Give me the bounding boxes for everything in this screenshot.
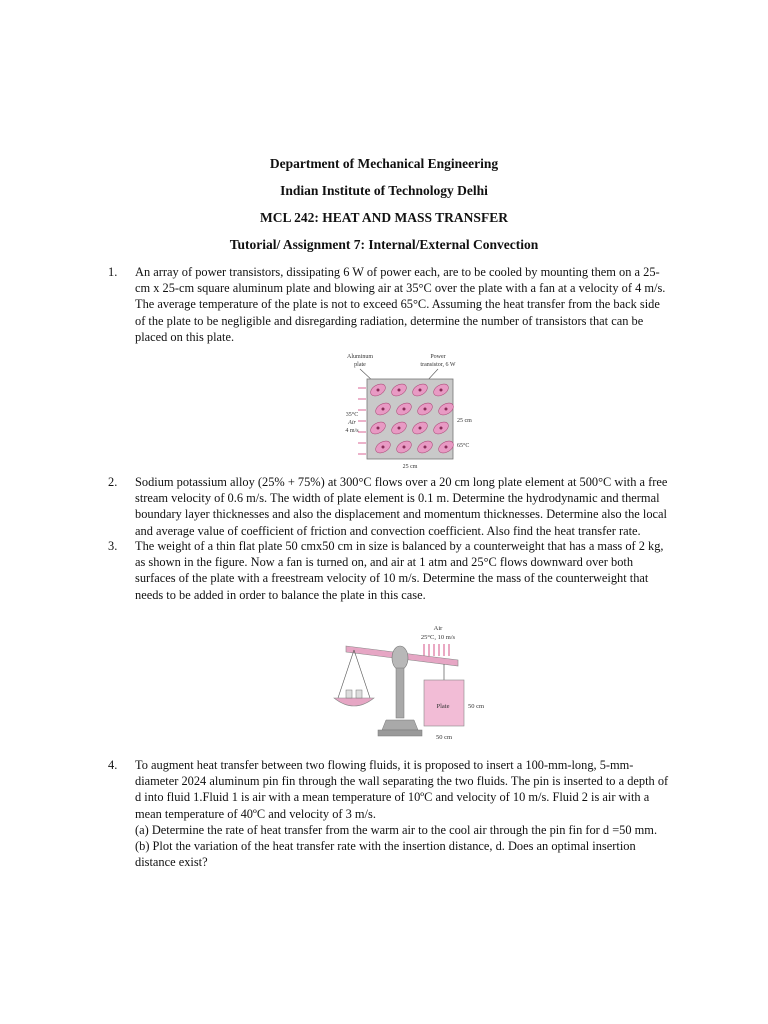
transistor-center bbox=[382, 446, 385, 449]
problem-2 bbox=[108, 474, 672, 539]
counterweight bbox=[356, 690, 362, 698]
transistor-plate-figure bbox=[330, 348, 480, 470]
fig2-air-arrows bbox=[424, 644, 449, 656]
fig2-side-dimension: 50 cm bbox=[468, 703, 485, 710]
institute-heading: Indian Institute of Technology Delhi bbox=[280, 183, 488, 198]
transistor-center bbox=[377, 389, 380, 392]
transistor-center bbox=[445, 446, 448, 449]
transistor-center bbox=[382, 408, 385, 411]
problem-number: 3. bbox=[108, 539, 118, 553]
assignment-heading: Tutorial/ Assignment 7: Internal/External Convection bbox=[229, 237, 539, 252]
problem-part-a: (a) Determine the rate of heat transfer from the warm air to the cool air through the pin fin for d =50 mm. bbox=[135, 822, 658, 837]
problem-text: To augment heat transfer between two flowing fluids, it is proposed to insert a 100-mm-long, 5-mm-diameter 2024 aluminum pin fin through the wall separating the two fluids. The pin is inserted to a depth of d into fluid 1.Fluid 1 is air with a mean temperature of 10ºC and velocity of 10 m/s. Fluid 2 is air with a mean temperature of 40ºC and velocity of 3 m/s. bbox=[135, 758, 669, 821]
fig1-plate-label-2: plate bbox=[354, 362, 366, 368]
fig1-air-velocity: 4 m/s bbox=[345, 428, 359, 434]
transistor-center bbox=[419, 389, 422, 392]
transistor-center bbox=[377, 427, 380, 430]
fig1-transistor-label-2: transistor, 6 W bbox=[420, 362, 456, 368]
department-heading: Department of Mechanical Engineering bbox=[269, 156, 499, 171]
fig1-bottom-dimension: 25 cm bbox=[402, 464, 418, 470]
fig2-bottom-dimension: 50 cm bbox=[435, 734, 453, 741]
transistor-center bbox=[424, 446, 427, 449]
transistor-center bbox=[424, 408, 427, 411]
fig1-air-temp: 35°C bbox=[345, 412, 359, 418]
balance-stand bbox=[396, 668, 404, 718]
fig1-transistor-label-1: Power bbox=[430, 354, 446, 360]
transistor-center bbox=[398, 389, 401, 392]
counterweight-pan bbox=[334, 698, 374, 706]
fig2-air-label: Air bbox=[433, 625, 443, 632]
transistor-center bbox=[403, 446, 406, 449]
problem-text: An array of power transistors, dissipating 6 W of power each, are to be cooled by mounting them on a 25-cm x 25-cm square aluminum plate and blowing air at 35°C over the plate with a fan at a velocity of 4 m/s. The average temperature of the plate is not to exceed 65°C. Assuming the heat transfer from the back side of the plate to be negligible and disregarding radiation, determine the number of transistors that can be placed on this plate. bbox=[135, 265, 666, 344]
problem-1 bbox=[108, 264, 672, 345]
balance-pivot bbox=[392, 646, 408, 670]
fig1-temperature-label: 65°C bbox=[457, 443, 470, 449]
problem-text: The weight of a thin flat plate 50 cmx50 cm in size is balanced by a counterweight that has a mass of 2 kg, as shown in the figure. Now a fan is turned on, and air at 1 atm and 25°C flows downward over both surfaces of the plate with a freestream velocity of 10 m/s. Determine the mass of the counterweight that needs to be added in order to balance the plate in this case. bbox=[135, 539, 664, 602]
counterweight bbox=[346, 690, 352, 698]
fig1-plate-label-1: Aluminum bbox=[346, 354, 374, 360]
problem-4 bbox=[108, 757, 672, 870]
problem-part-b: (b) Plot the variation of the heat transfer rate with the insertion distance, d. Does an optimal insertion distance exist? bbox=[135, 839, 636, 870]
transistor-center bbox=[419, 427, 422, 430]
balance-plate-figure bbox=[320, 618, 496, 748]
fig1-side-dimension: 25 cm bbox=[457, 418, 472, 424]
fig1-air-label: Air bbox=[348, 420, 356, 426]
problem-number: 1. bbox=[108, 265, 118, 279]
transistor-center bbox=[398, 427, 401, 430]
air-arrows bbox=[358, 388, 366, 454]
fig2-air-conditions: 25°C, 10 m/s bbox=[420, 634, 456, 641]
problem-number: 2. bbox=[108, 475, 118, 489]
balance-base bbox=[382, 720, 418, 730]
transistor-center bbox=[403, 408, 406, 411]
course-heading: MCL 242: HEAT AND MASS TRANSFER bbox=[260, 210, 508, 225]
transistor-center bbox=[440, 427, 443, 430]
transistor-center bbox=[440, 389, 443, 392]
problem-text: Sodium potassium alloy (25% + 75%) at 300°C flows over a 20 cm long plate element at 500°C with a free stream velocity of 0.6 m/s. The width of plate element is 0.1 m. Determine the hydrodynamic and thermal boundary layer thicknesses and also the displacement and momentum thicknesses. Determine also the local and average value of coefficient of friction and convection coefficient. Also find the heat transfer rate. bbox=[135, 475, 668, 538]
fig2-plate-label: Plate bbox=[436, 703, 450, 710]
transistor-center bbox=[445, 408, 448, 411]
problem-number: 4. bbox=[108, 758, 118, 772]
problem-3 bbox=[108, 538, 672, 603]
